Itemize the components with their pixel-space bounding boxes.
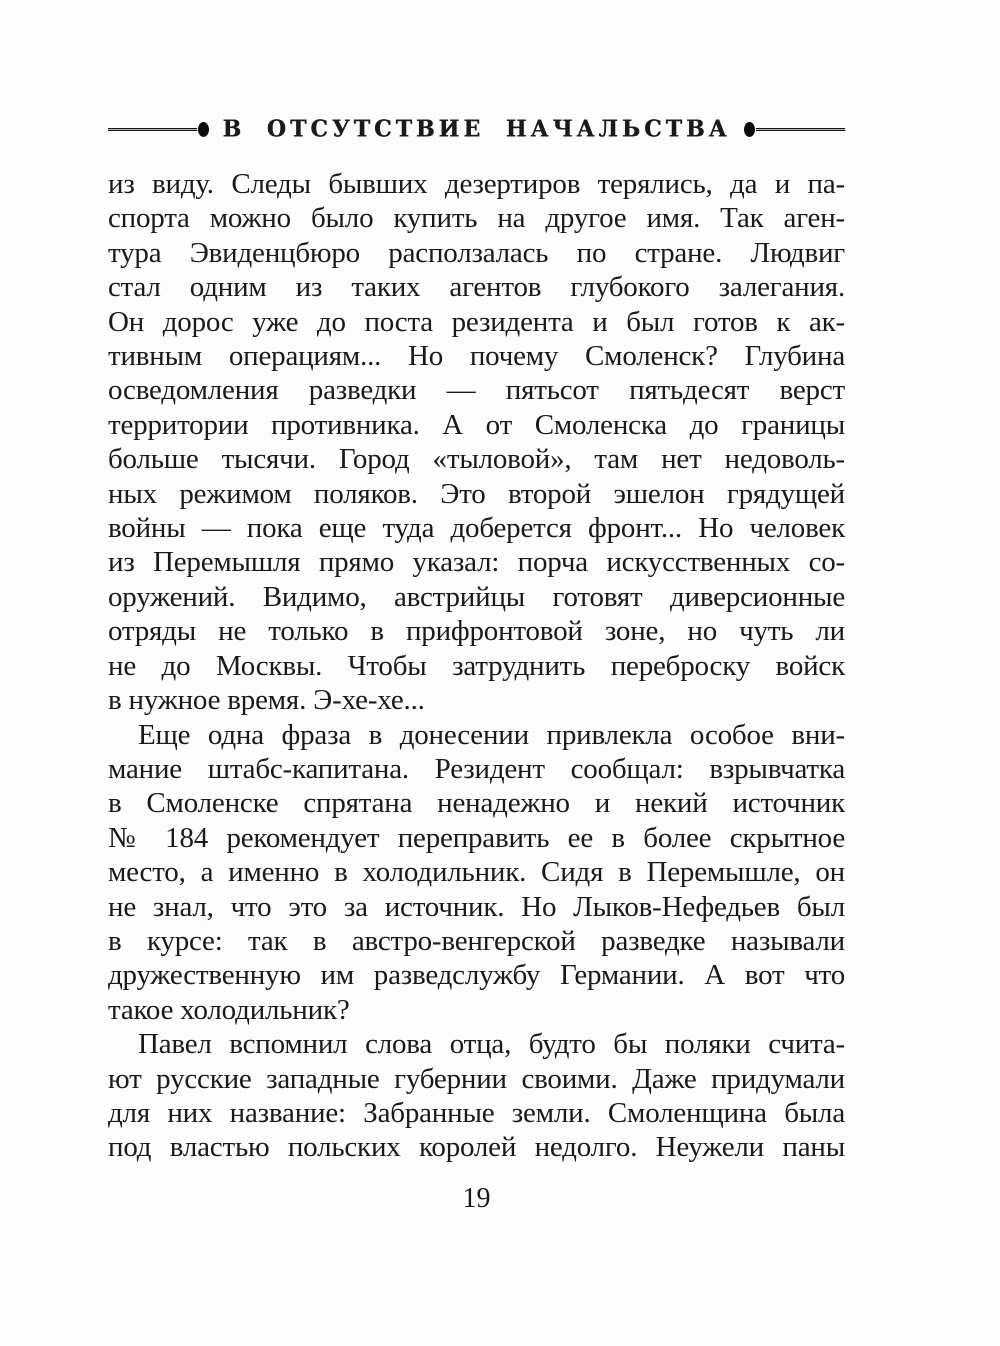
- ornament-dot-left-icon: [198, 122, 209, 137]
- page-number: 19: [462, 1183, 491, 1214]
- text-line: не до Москвы. Чтобы затруднить переброску войск: [108, 649, 845, 682]
- text-line: из Перемышля прямо указал: порча искусственных со-: [108, 546, 845, 579]
- header-rule-left: [108, 128, 197, 131]
- chapter-title: В ОТСУТСТВИЕ НАЧАЛЬСТВА: [222, 114, 731, 144]
- paragraph-2: [108, 718, 845, 1028]
- header-rule-right: [756, 128, 845, 131]
- text-line: тивным операциям... Но почему Смоленск? Глубина: [108, 340, 845, 373]
- text-line: отряды не только в прифронтовой зоне, но чуть ли: [108, 615, 845, 648]
- paragraph-1: [108, 167, 845, 718]
- text-line: Он дорос уже до поста резидента и был готов к ак-: [108, 305, 845, 338]
- text-line: тура Эвиденцбюро расползалась по стране. Людвиг: [108, 236, 845, 269]
- body-text: [108, 167, 845, 1165]
- text-line: дружественную им разведслужбу Германии. А вот что: [108, 959, 845, 992]
- paragraph-3: [108, 1027, 845, 1165]
- text-line: для них название: Забранные земли. Смоленщина была: [108, 1096, 845, 1129]
- text-line: место, а именно в холодильник. Сидя в Перемышле, он: [108, 856, 845, 889]
- text-line: Еще одна фраза в донесении привлекла особое вни-: [138, 718, 845, 751]
- text-line: территории противника. А от Смоленска до границы: [108, 408, 845, 441]
- ornament-dot-right-icon: [744, 122, 755, 137]
- text-line: такое холодильник?: [108, 993, 350, 1026]
- running-head: [108, 114, 845, 144]
- text-line: не знал, что это за источник. Но Лыков-Нефедьев был: [108, 890, 845, 923]
- text-line: спорта можно было купить на другое имя. Так аген-: [108, 202, 845, 235]
- text-line: ных режимом поляков. Это второй эшелон грядущей: [108, 477, 845, 510]
- text-line: в нужное время. Э-хе-хе...: [108, 684, 425, 717]
- text-line: оружений. Видимо, австрийцы готовят диверсионные: [108, 580, 845, 613]
- text-line: под властью польских королей недолго. Неужели паны: [108, 1131, 845, 1164]
- text-line: № 184 рекомендует переправить ее в более скрытное: [108, 821, 845, 854]
- text-line: ют русские западные губернии своими. Даже придумали: [108, 1062, 845, 1095]
- text-line: Павел вспомнил слова отца, будто бы поляки счита-: [138, 1028, 845, 1061]
- text-line: осведомления разведки — пятьсот пятьдесят верст: [108, 374, 845, 407]
- text-line: стал одним из таких агентов глубокого залегания.: [108, 271, 845, 304]
- text-line: в курсе: так в австро-венгерской разведке называли: [108, 924, 845, 957]
- text-line: из виду. Следы бывших дезертиров терялись, да и па-: [108, 168, 845, 200]
- text-line: мание штабс-капитана. Резидент сообщал: взрывчатка: [108, 752, 845, 785]
- text-line: в Смоленске спрятана ненадежно и некий источник: [108, 787, 845, 820]
- text-line: войны — пока еще туда доберется фронт... Но человек: [108, 512, 845, 545]
- text-line: больше тысячи. Город «тыловой», там нет недоволь-: [108, 443, 845, 476]
